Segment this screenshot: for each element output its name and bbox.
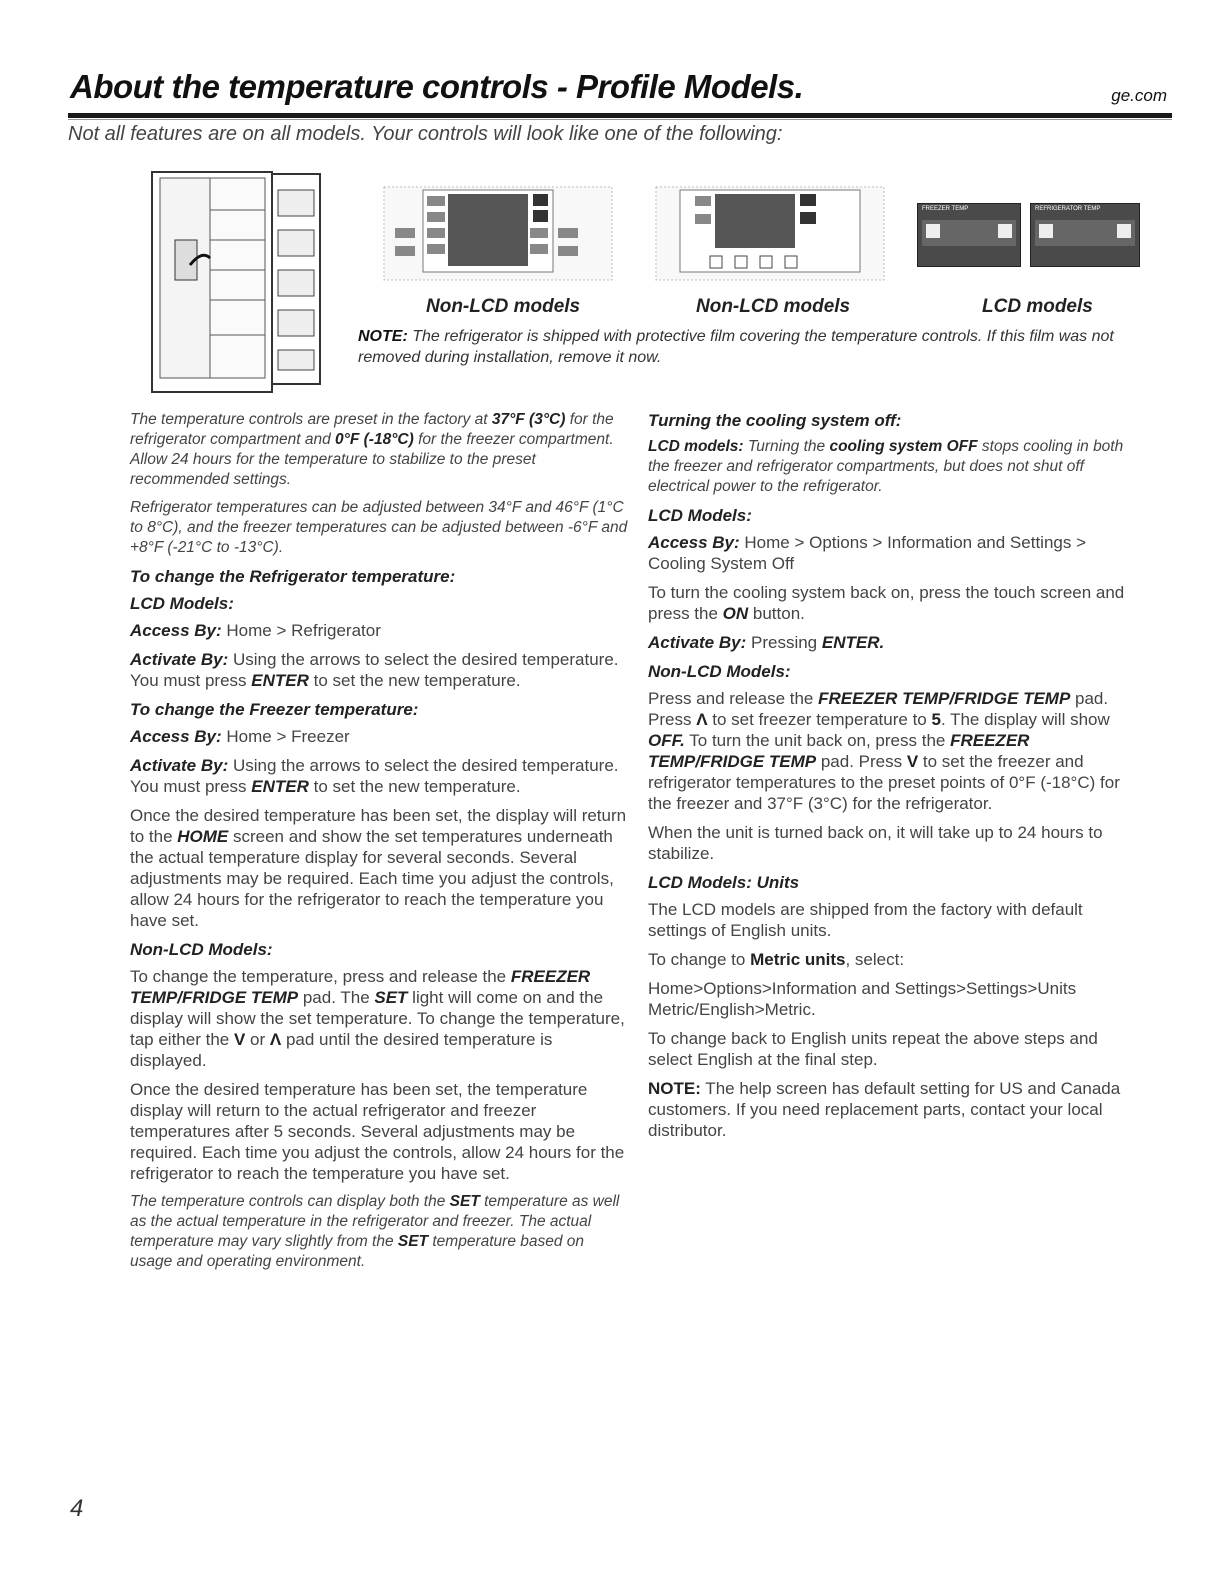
english-paragraph: To change back to English units repeat the above steps and select English at the final step. [648,1029,1098,1069]
left-column [130,410,630,1280]
caption-non-lcd-1: Non-LCD models [426,296,581,317]
units-paragraph: The LCD models are shipped from the factory with default settings of English units. [648,900,1083,940]
caption-lcd: LCD models [982,296,1093,317]
left-nonlcd-heading: Non-LCD Models: [130,940,273,959]
non-lcd-control-panel-2 [655,172,885,282]
site-url: ge.com [1111,86,1167,105]
film-note-text: The refrigerator is shipped with protective film covering the temperature controls. If this film was not removed during installation, remove it now. [358,328,1114,366]
lcd-freezer-panel [917,203,1021,267]
caption-non-lcd-2: Non-LCD models [696,296,851,317]
right-lcd-heading: LCD Models: [648,506,752,525]
lcd-fridge-panel [1030,203,1140,267]
film-note-label: NOTE: [358,328,408,345]
freezer-activate: Activate By: Using the arrows to select the desired temperature. You must press ENTER to set the new temperature. [130,756,619,796]
metric-path-2: Metric/English>Metric. [648,1000,816,1019]
right-nonlcd-paragraph: Press and release the FREEZER TEMP/FRIDGE TEMP pad. Press Λ to set freezer temperature to 5. The display will show OFF. To turn the unit back on, press the FREEZER TEMP/FRIDGE TEMP pad. Press V to set the freezer and refrigerator temperatures to the preset points of 0°F (-18°C) for the freezer and 37°F (3°C) for the refrigerator. [648,689,1120,813]
stabilize-paragraph: When the unit is turned back on, it will take up to 24 hours to stabilize. [648,823,1103,863]
once-paragraph: Once the desired temperature has been set, the display will return to the HOME screen and show the set temperatures underneath the actual temperature display for several seconds. Several adjustments may be required. Each time you adjust the controls, allow 24 hours for the refrigerator to reach the temperature you have set. [130,806,627,930]
film-note [358,326,1118,368]
off-heading: Turning the cooling system off: [648,411,902,430]
right-column [648,410,1128,1149]
lcd-freezer-label: FREEZER TEMP [922,206,969,212]
lcd-fridge-label: REFRIGERATOR TEMP [1035,206,1101,212]
page-title: About the temperature controls - Profile Models. [70,68,804,105]
metric-paragraph: To change to Metric units, select: [648,950,905,969]
help-note: NOTE: The help screen has default setting for US and Canada customers. If you need replacement parts, contact your local distributor. [648,1079,1121,1140]
header-rule [68,113,1172,118]
units-heading: LCD Models: Units [648,873,800,892]
turn-on-paragraph: To turn the cooling system back on, press the touch screen and press the ON button. [648,583,1125,623]
metric-path-1: Home>Options>Information and Settings>Settings>Units [648,979,1077,998]
page-subtitle: Not all features are on all models. Your controls will look like one of the following: [68,123,783,145]
display-paragraph: The temperature controls can display both the SET temperature as well as the actual temperature in the refrigerator and freezer. The actual temperature may vary slightly from the SET temperature based on usage and operating environment. [130,1193,620,1270]
freezer-access: Access By: Home > Freezer [130,727,350,746]
preset-paragraph: The temperature controls are preset in the factory at 37°F (3°C) for the refrigerator compartment and 0°F (-18°C) for the freezer compartment. Allow 24 hours for the temperature to stabilize to the preset recommended settings. [130,411,614,488]
fridge-activate: Activate By: Using the arrows to select the desired temperature. You must press ENTER to set the new temperature. [130,650,619,690]
once2-paragraph: Once the desired temperature has been set, the temperature display will return to the actual refrigerator and freezer temperatures after 5 seconds. Several adjustments may be required. Each time you adjust the controls, allow 24 hours for the refrigerator to reach the temperature you have set. [130,1080,625,1183]
fridge-access: Access By: Home > Refrigerator [130,621,381,640]
fridge-heading: To change the Refrigerator temperature: [130,567,456,586]
right-nonlcd-heading: Non-LCD Models: [648,662,791,681]
page-number: 4 [70,1495,84,1522]
off-paragraph: LCD models: Turning the cooling system OFF stops cooling in both the freezer and refrigerator compartments, but does not shut off electrical power to the refrigerator. [648,438,1124,495]
fridge-lcd-heading: LCD Models: [130,594,234,613]
non-lcd-control-panel-1 [383,172,613,282]
range-paragraph: Refrigerator temperatures can be adjusted between 34°F and 46°F (1°C to 8°C), and the freezer temperatures can be adjusted between -6°F and +8°F (-21°C to -13°C). [130,499,628,556]
off-activate: Activate By: Pressing ENTER. [648,633,885,652]
off-access: Access By: Home > Options > Information and Settings > Cooling System Off [648,533,1087,573]
nonlcd-paragraph: To change the temperature, press and release the FREEZER TEMP/FRIDGE TEMP pad. The SET light will come on and the display will show the set temperature. To change the temperature, tap either the V or Λ pad until the desired temperature is displayed. [130,967,625,1070]
refrigerator-illustration [150,170,330,395]
header-rule-thin [68,119,1172,120]
freezer-heading: To change the Freezer temperature: [130,700,419,719]
